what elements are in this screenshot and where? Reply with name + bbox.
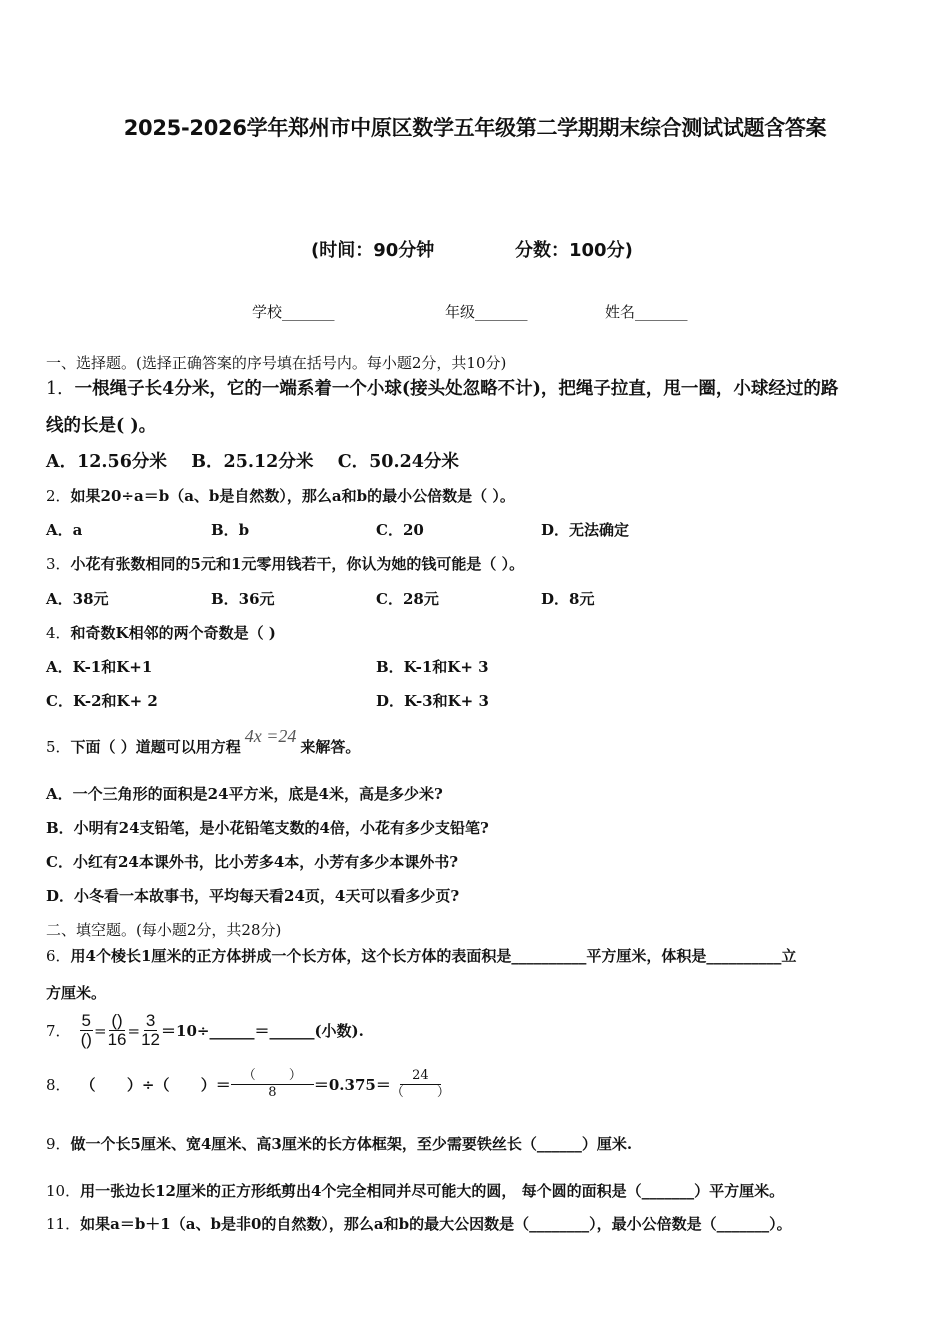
q3-stem <box>46 553 524 574</box>
q2-option-c: C．20 <box>376 521 424 539</box>
q5-equation: 4x =24 <box>244 726 297 746</box>
q11-number: 11． <box>46 1215 81 1233</box>
q7-f2-numerator: () <box>111 1011 123 1030</box>
q5-text-post: 来解答。 <box>300 738 361 756</box>
q8-stem <box>46 1068 450 1101</box>
q7-fraction-3 <box>141 1012 160 1049</box>
section2-heading: 二、填空题。(每小题2分，共28分) <box>46 921 282 939</box>
q2-option-a: A．a <box>46 521 83 539</box>
q1-number: 1． <box>46 379 75 399</box>
q7-number: 7． <box>46 1022 71 1040</box>
q11-stem <box>46 1213 792 1234</box>
q4-number: 4． <box>46 624 71 642</box>
q7-f1-denominator: () <box>80 1030 92 1049</box>
q6-number: 6． <box>46 947 71 965</box>
q9-text: 做一个长5厘米、宽4厘米、高3厘米的长方体框架，至少需要铁丝长（______）厘米. <box>70 1135 633 1153</box>
q6-line2: 方厘米。 <box>46 984 107 1002</box>
q5-number: 5． <box>46 738 71 756</box>
q1-line1 <box>46 375 838 400</box>
exam-score: 分数：100分) <box>515 240 633 261</box>
q1-options: A．12.56分米 B．25.12分米 C．50.24分米 <box>46 452 459 472</box>
q2-number: 2． <box>46 487 71 505</box>
q3-option-d: D．8元 <box>541 590 595 608</box>
q5-option-b: B．小明有24支铅笔，是小花铅笔支数的4倍，小花有多少支铅笔? <box>46 819 489 837</box>
q5-option-c: C．小红有24本课外书，比小芳多4本，小芳有多少本课外书? <box>46 853 459 871</box>
q8-mid: ＝0.375＝ <box>313 1076 391 1094</box>
q7-tail: ＝10÷______＝______(小数). <box>161 1022 364 1040</box>
school-field: 学校_______ <box>252 303 335 321</box>
q2-text: 如果20÷a＝b（a、b是自然数），那么a和b的最小公倍数是（ ）。 <box>70 487 515 505</box>
q7-equals: = <box>94 1021 107 1040</box>
exam-time: (时间：90分钟 <box>311 240 435 261</box>
q8-fraction-a <box>231 1068 314 1101</box>
q8-fb-numerator: 24 <box>400 1068 441 1085</box>
q5-stem <box>46 726 361 757</box>
q3-option-a: A．38元 <box>46 590 109 608</box>
q8-fraction-b <box>391 1068 450 1101</box>
q10-text: 用一张边长12厘米的正方形纸剪出4个完全相同并尽可能大的圆， 每个圆的面积是（_______）平方厘米。 <box>80 1182 785 1200</box>
grade-field: 年级_______ <box>445 303 528 321</box>
q7-equals: = <box>127 1021 141 1040</box>
q8-number: 8． <box>46 1076 71 1094</box>
q10-stem <box>46 1180 784 1201</box>
name-field: 姓名_______ <box>605 303 688 321</box>
q8-pre: （ ）÷（ ）＝ <box>80 1076 231 1094</box>
page-title: 2025-2026学年郑州市中原区数学五年级第二学期期末综合测试试题含答案 <box>123 116 827 140</box>
q8-fa-denominator: 8 <box>268 1085 277 1100</box>
q4-option-b: B．K-1和K+ 3 <box>376 658 489 676</box>
q3-text: 小花有张数相同的5元和1元零用钱若干，你认为她的钱可能是（ ）。 <box>70 555 525 573</box>
q7-f2-denominator: 16 <box>107 1030 127 1049</box>
q6-text: 用4个棱长1厘米的正方体拼成一个长方体，这个长方体的表面积是__________平方厘米，体积是__________立 <box>70 947 797 965</box>
q1-line2: 线的长是( )。 <box>46 416 157 436</box>
q2-stem <box>46 485 515 506</box>
q5-option-a: A．一个三角形的面积是24平方米，底是4米，高是多少米? <box>46 785 443 803</box>
q3-option-c: C．28元 <box>376 590 439 608</box>
q9-stem <box>46 1133 632 1154</box>
q1-text: 一根绳子长4分米，它的一端系着一个小球(接头处忽略不计)，把绳子拉直，甩一圈，小球经过的路 <box>74 379 839 399</box>
q2-option-d: D．无法确定 <box>541 521 630 539</box>
q9-number: 9． <box>46 1135 71 1153</box>
q4-option-a: A．K-1和K+1 <box>46 658 153 676</box>
q5-text-pre: 下面（ ）道题可以用方程 <box>70 738 241 756</box>
q7-stem <box>46 1012 364 1049</box>
q8-fa-numerator: （ ） <box>231 1068 314 1085</box>
q7-f3-numerator: 3 <box>145 1011 156 1030</box>
q7-f1-numerator: 5 <box>81 1011 92 1030</box>
q4-text: 和奇数K相邻的两个奇数是（ ) <box>70 624 276 642</box>
q8-fb-denominator: （ ） <box>390 1085 450 1100</box>
section1-heading: 一、选择题。(选择正确答案的序号填在括号内。每小题2分，共10分) <box>46 354 507 372</box>
q10-number: 10． <box>46 1182 81 1200</box>
q7-f3-denominator: 12 <box>141 1030 161 1049</box>
q4-option-d: D．K-3和K+ 3 <box>376 692 489 710</box>
q4-stem <box>46 622 276 643</box>
q2-option-b: B．b <box>211 521 250 539</box>
q7-fraction-1 <box>80 1012 93 1049</box>
q7-fraction-2 <box>108 1012 127 1049</box>
q3-number: 3． <box>46 555 71 573</box>
q11-text: 如果a＝b＋1（a、b是非0的自然数），那么a和b的最大公因数是（________），最小公倍数是（_______）。 <box>80 1215 792 1233</box>
q4-option-c: C．K-2和K+ 2 <box>46 692 158 710</box>
q5-option-d: D．小冬看一本故事书，平均每天看24页，4天可以看多少页? <box>46 887 460 905</box>
q6-line1 <box>46 945 796 966</box>
q3-option-b: B．36元 <box>211 590 275 608</box>
